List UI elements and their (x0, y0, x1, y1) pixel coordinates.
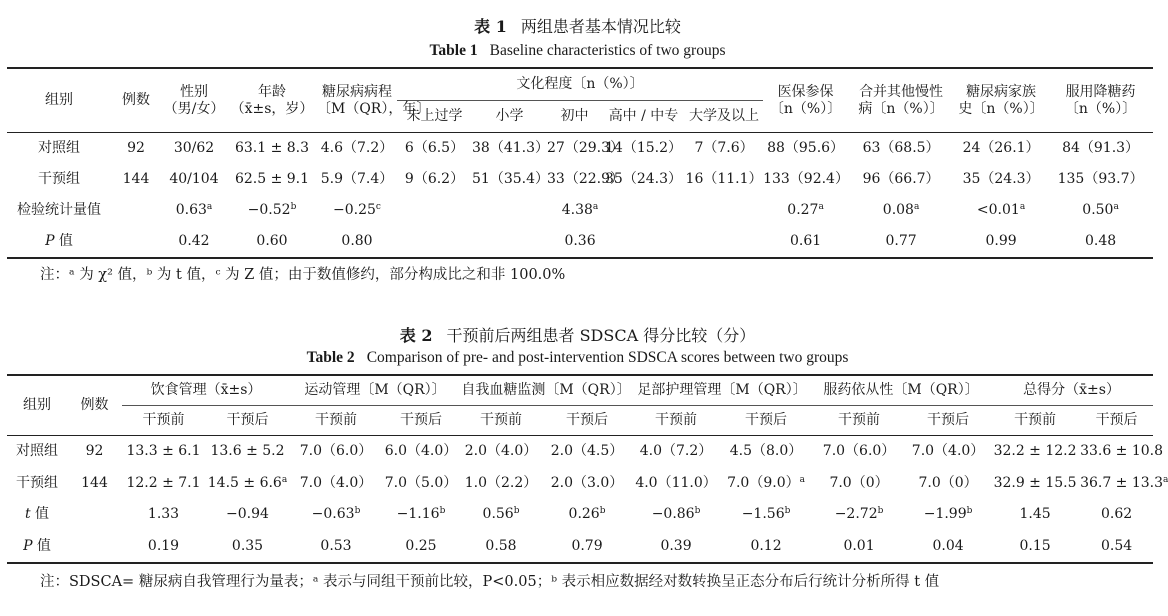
table1-label-en: Table 1 (429, 42, 478, 59)
t1-header-group: 组别 (7, 68, 111, 133)
t1-header-n: 例数 (111, 68, 161, 133)
row-label: P 值 (23, 537, 51, 554)
post-header: 干预后 (566, 412, 609, 428)
table2-title-en: Comparison of pre- and post-intervention SDSCA scores between two groups (366, 349, 849, 366)
table-cell: 0.19 (147, 537, 180, 554)
table-cell: 16（11.1） (685, 171, 763, 187)
table-cell: 84（91.3） (1062, 140, 1140, 156)
post-header: 干预后 (745, 412, 788, 428)
table-cell: 92 (127, 140, 145, 156)
table-cell: 32.2 ± 12.2 (993, 443, 1077, 460)
t1-header-edu-none: 未上过学 (406, 108, 463, 124)
table-cell: 7.0（0） (829, 474, 889, 491)
row-n: 92 (85, 443, 104, 460)
post-header: 干预后 (927, 412, 970, 428)
post-header: 干预后 (1095, 412, 1138, 428)
post-header: 干预后 (400, 412, 442, 428)
table-cell: −1.16$^b$ (396, 506, 446, 523)
table-cell: 1.45 (1019, 506, 1051, 523)
table-cell: 0.04 (932, 537, 964, 554)
t1-header-comorbidity: 合并其他慢性 病〔n（%）〕 (848, 68, 954, 133)
table-cell: 38（41.3） (472, 140, 549, 156)
table1-caption-en (0, 42, 1155, 60)
table-cell: 5.9（7.4） (320, 171, 394, 187)
row-label: 干预组 (38, 171, 80, 187)
table-cell: 0.08$^a$ (882, 202, 920, 218)
t1-header-edu-junior: 初中 (560, 108, 589, 124)
table2 (7, 374, 1168, 564)
pre-header: 干预前 (838, 412, 881, 428)
t1-header-edu-senior: 高中 / 中专 (608, 108, 679, 124)
pre-header: 干预前 (142, 412, 185, 428)
table-cell: 13.3 ± 6.1 (126, 443, 201, 460)
table-cell: 0.35 (231, 537, 264, 554)
table-cell: 133（92.4） (763, 171, 849, 187)
pre-header: 干预前 (480, 412, 523, 428)
t2-header-n: 例数 (67, 375, 122, 436)
table-cell: 0.61 (789, 233, 822, 249)
table-row (7, 468, 1153, 500)
post-header: 干预后 (226, 412, 269, 428)
table-cell: 12.2 ± 7.1 (126, 474, 201, 491)
table-cell: −1.56$^b$ (741, 506, 791, 523)
table-cell: 0.42 (178, 233, 210, 249)
table-cell: $7.0(9.0)^a$ (727, 474, 805, 491)
t1-header-age: 年龄 （x̄±s，岁） (227, 68, 317, 133)
table-cell: 135（93.7） (1057, 171, 1144, 187)
table-cell: 0.99 (985, 233, 1017, 249)
row-label: 对照组 (38, 140, 80, 156)
table-cell: 0.80 (341, 233, 373, 249)
domain-header: 运动管理〔M（QR）〕 (290, 375, 460, 406)
table-cell: 0.27$^a$ (787, 202, 824, 218)
table2-title-cn: 干预前后两组患者 SDSCA 得分比较（分） (446, 326, 756, 345)
row-label: P 值 (45, 233, 73, 249)
table-cell: 51（35.4） (472, 171, 549, 187)
table-cell: 4.5（8.0） (729, 443, 803, 460)
table-cell: 63.1 ± 8.3 (234, 140, 310, 156)
table-row (7, 499, 1153, 531)
table-row (7, 226, 1153, 258)
table-cell: 9（6.2） (404, 171, 465, 187)
table-row (7, 436, 1153, 468)
table-cell: 7.0（5.0） (384, 474, 458, 491)
table-cell: 0.58 (485, 537, 517, 554)
t1-header-education: 文化程度〔n（%）〕 (397, 68, 763, 101)
table-cell: 0.54 (1100, 537, 1133, 554)
table-cell: 6.0（4.0） (384, 443, 458, 460)
table-cell: 0.77 (885, 233, 917, 249)
domain-header: 总得分（x̄±s） (990, 375, 1153, 406)
row-n (67, 531, 122, 564)
table-cell: 0.63$^a$ (175, 202, 213, 218)
table-cell: 0.79 (571, 537, 603, 554)
table-cell: 0.50$^a$ (1082, 202, 1119, 218)
table-cell: 6（6.5） (404, 140, 465, 156)
table-cell: 0.62 (1100, 506, 1133, 523)
domain-header: 自我血糖监测〔M（QR）〕 (460, 375, 632, 406)
table-cell: 4.0（7.2） (639, 443, 713, 460)
table-cell: 35（24.3） (605, 171, 682, 187)
table-cell: 0.60 (256, 233, 288, 249)
row-label: 检验统计量值 (17, 202, 101, 218)
row-label: 对照组 (16, 443, 58, 460)
row-n: 144 (81, 474, 108, 491)
table-cell: 40/104 (169, 171, 219, 187)
table-cell: 96（66.7） (862, 171, 940, 187)
table-cell: −0.25$^c$ (333, 202, 381, 218)
table-cell: 2.0（4.5） (550, 443, 624, 460)
table-cell: 0.25 (405, 537, 437, 554)
table-cell: 14（15.2） (605, 140, 682, 156)
table-cell: 0.12 (750, 537, 782, 554)
t1-header-course: 糖尿病病程 〔M（QR），年〕 (317, 68, 397, 133)
table-cell: 0.01 (843, 537, 875, 554)
pre-header: 干预前 (1014, 412, 1057, 428)
table-cell: 0.36 (564, 233, 596, 249)
table-cell: 4.38$^a$ (561, 202, 599, 218)
table1-title-en: Baseline characteristics of two groups (489, 42, 726, 59)
table2-label-cn: 表 2 (399, 326, 433, 345)
table1-note: 注：ᵃ 为 χ² 值，ᵇ 为 t 值，ᶜ 为 Z 值；由于数值修约，部分构成比之和非 100.0% (40, 267, 566, 283)
t1-header-edu-college: 大学及以上 (689, 108, 760, 124)
t1-header-insurance: 医保参保 〔n（%）〕 (763, 68, 848, 133)
table-cell: 0.26$^b$ (568, 506, 606, 523)
table-cell: 7.0（4.0） (911, 443, 985, 460)
table-cell: 32.9 ± 15.5 (993, 474, 1077, 491)
row-label: 干预组 (16, 474, 58, 491)
table-cell (111, 195, 161, 226)
table-cell: −2.72$^b$ (834, 506, 884, 523)
table1 (7, 67, 1153, 259)
table-cell: 33.6 ± 10.8 (1080, 443, 1164, 460)
table-cell: 1.0（2.2） (464, 474, 538, 491)
table-cell: 4.6（7.2） (320, 140, 394, 156)
table-cell: 0.48 (1084, 233, 1117, 249)
domain-header: 服药依从性〔M（QR）〕 (812, 375, 990, 406)
table-cell: 62.5 ± 9.1 (234, 171, 310, 187)
table-cell: 2.0（3.0） (550, 474, 624, 491)
table2-caption-en (0, 349, 1155, 367)
pre-header: 干预前 (315, 412, 357, 428)
table-cell: 2.0（4.0） (464, 443, 538, 460)
table-cell: 7.0（6.0） (822, 443, 896, 460)
table-cell: −1.99$^b$ (923, 506, 973, 523)
table-cell: 33（22.9） (547, 171, 624, 187)
table-cell: 0.56$^b$ (482, 506, 520, 523)
table-row (7, 531, 1153, 564)
table-cell: 0.15 (1019, 537, 1051, 554)
table-row (7, 195, 1153, 226)
table-cell: 0.53 (320, 537, 352, 554)
table-cell: −0.86$^b$ (651, 506, 701, 523)
domain-header: 饮食管理（x̄±s） (122, 375, 290, 406)
table-cell: 35（24.3） (962, 171, 1040, 187)
table-cell: 7.0（0） (918, 474, 978, 491)
table-cell (111, 226, 161, 258)
t1-header-family-history: 糖尿病家族 史〔n（%）〕 (954, 68, 1048, 133)
table2-caption-cn (0, 323, 1155, 346)
table-cell: 7.0（6.0） (299, 443, 373, 460)
table-cell: 63（68.5） (862, 140, 940, 156)
table2-note: 注：SDSCA= 糖尿病自我管理行为量表；ᵃ 表示与同组干预前比较，P<0.05；ᵇ 表示相应数据经对数转换呈正态分布后行统计分析所得 t 值 (40, 574, 940, 590)
pre-header: 干预前 (655, 412, 698, 428)
row-label: t 值 (24, 506, 50, 523)
row-n (67, 499, 122, 531)
table-cell: 13.6 ± 5.2 (210, 443, 285, 460)
table-row (7, 133, 1153, 165)
table-cell: 88（95.6） (767, 140, 845, 156)
table-cell: −0.63$^b$ (311, 506, 361, 523)
t1-header-drug: 服用降糖药 〔n（%）〕 (1048, 68, 1153, 133)
table-cell: 4.0（11.0） (635, 474, 717, 491)
table-row (7, 164, 1153, 195)
table2-label-en: Table 2 (306, 349, 355, 366)
table-cell: 36.7 ± 13.3$^a$ (1080, 474, 1168, 491)
table-cell: −0.94 (226, 506, 269, 523)
table-cell: 30/62 (173, 140, 215, 156)
table-cell: 24（26.1） (962, 140, 1040, 156)
table-cell: 144 (122, 171, 150, 187)
table-cell: <0.01$^a$ (976, 202, 1026, 218)
table-cell: 7.0（4.0） (299, 474, 373, 491)
domain-header: 足部护理管理〔M（QR）〕 (632, 375, 812, 406)
t2-header-group: 组别 (7, 375, 67, 436)
table-cell: 0.39 (660, 537, 692, 554)
t1-header-edu-primary: 小学 (495, 108, 524, 124)
table1-label-cn: 表 1 (474, 17, 507, 36)
table1-title-cn: 两组患者基本情况比较 (520, 17, 681, 36)
table-cell: 1.33 (147, 506, 180, 523)
table-cell: 7（7.6） (694, 140, 754, 156)
table-cell: −0.52$^b$ (247, 202, 297, 218)
table-cell: 14.5 ± 6.6$^a$ (207, 474, 288, 491)
table1-caption-cn (0, 14, 1155, 37)
table-cell: 27（29.3） (547, 140, 624, 156)
t1-header-sex: 性别 （男/女） (161, 68, 227, 133)
